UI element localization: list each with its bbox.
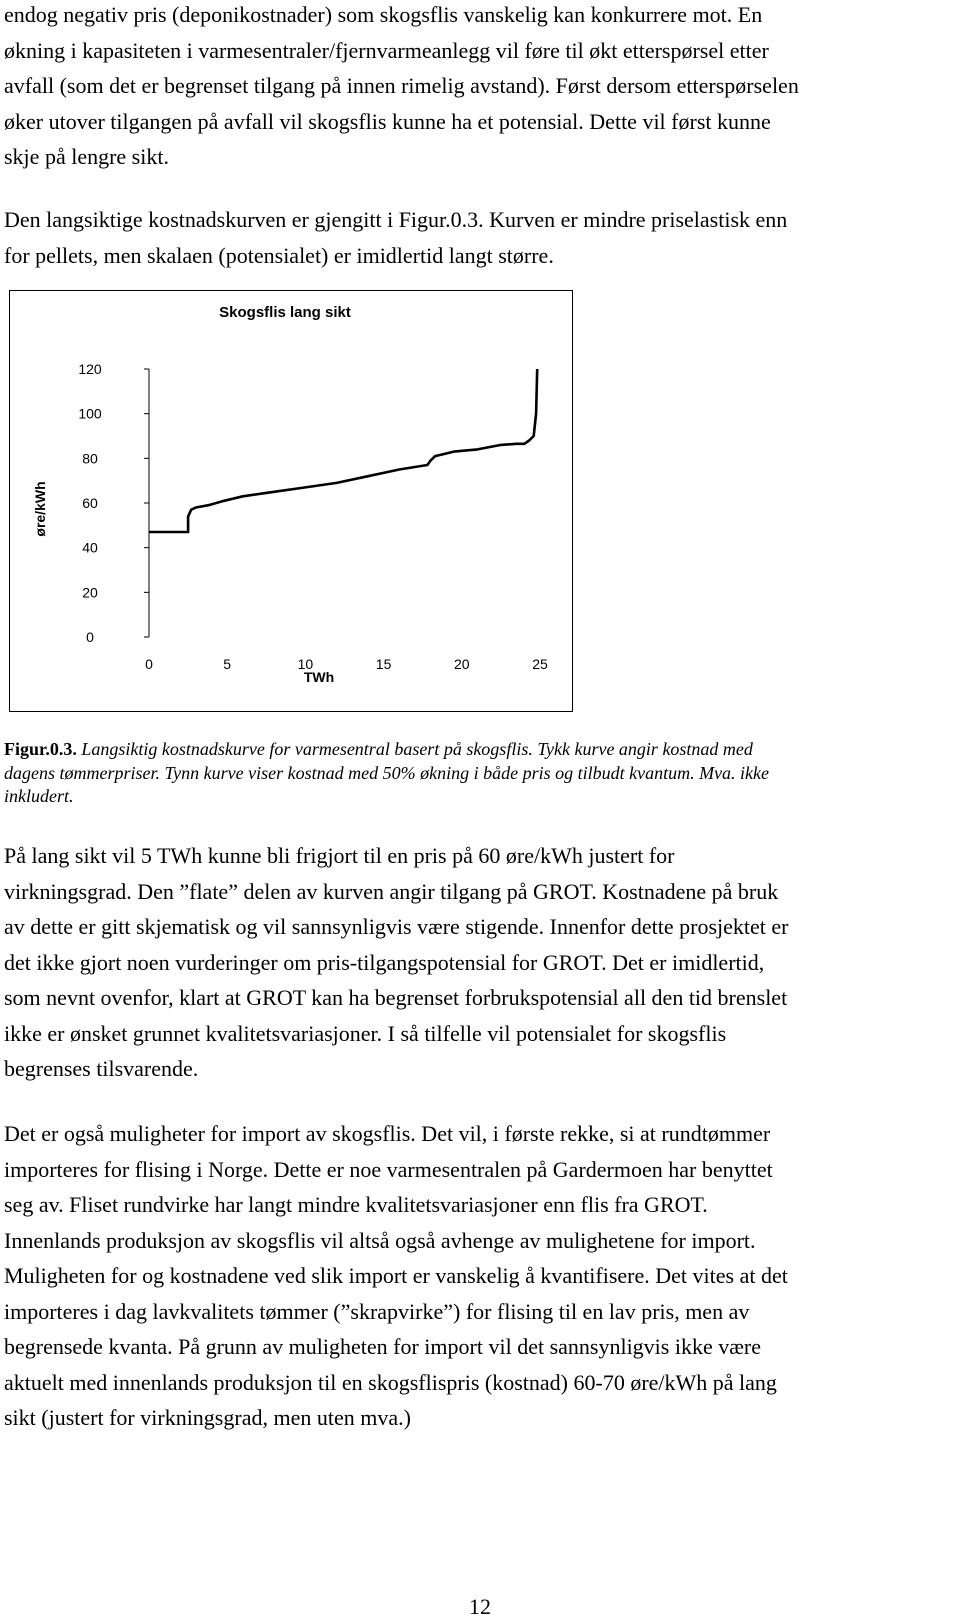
caption-label: Figur.0.3. bbox=[4, 739, 77, 759]
text-line: endog negativ pris (deponikostnader) som skogsflis vanskelig kan konkurrere mot. En bbox=[4, 2, 763, 27]
caption-text: inkludert. bbox=[4, 786, 74, 806]
text-line: seg av. Fliset rundvirke har langt mindre kvalitetsvariasjoner enn flis fra GROT. bbox=[4, 1192, 708, 1217]
x-tick-label: 15 bbox=[375, 656, 392, 672]
text-line: importeres for flising i Norge. Dette er noe varmesentralen på Gardermoen har benyttet bbox=[4, 1156, 773, 1182]
text-line: avfall (som det er begrenset tilgang på innen rimelig avstand). Først dersom etterspørselen bbox=[4, 73, 799, 98]
y-tick-label: 100 bbox=[78, 405, 102, 422]
text-line: aktuelt med innenlands produksjon til en skogsflispris (kostnad) 60-70 øre/kWh på lang bbox=[4, 1369, 777, 1395]
text-line: begrensede kvanta. På grunn av muligheten for import vil det sannsynligvis ikke være bbox=[4, 1334, 762, 1359]
text-line: det ikke gjort noen vurderinger om pris-tilgangspotensial for GROT. Det er imidlertid, bbox=[4, 949, 765, 975]
x-tick-label: 0 bbox=[145, 656, 153, 672]
long-term-paragraph bbox=[4, 838, 954, 1087]
y-tick-label: 40 bbox=[82, 539, 98, 556]
import-paragraph bbox=[4, 1116, 954, 1436]
text-line: Muligheten for og kostnadene ved slik import er vanskelig å kvantifisere. Det vites at det bbox=[4, 1263, 788, 1288]
caption-text: dagens tømmerpriser. Tynn kurve viser kostnad med 50% økning i både pris og tilbudt kvantum. Mva. ikke bbox=[4, 762, 770, 783]
text-line: av dette er gitt skjematisk og vil sannsynligvis være stigende. Innenfor dette prosjektet er bbox=[4, 914, 789, 939]
text-line: økning i kapasiteten i varmesentraler/fjernvarmeanlegg vil føre til økt etterspørsel etter bbox=[4, 37, 769, 63]
x-tick-label: 10 bbox=[297, 656, 314, 672]
text-line: virkningsgrad. Den ”flate” delen av kurven angir tilgang på GROT. Kostnadene på bruk bbox=[4, 878, 779, 904]
y-tick-label: 80 bbox=[82, 450, 98, 467]
text-line: begrenses tilsvarende. bbox=[4, 1056, 199, 1081]
text-line: sikt (justert for virkningsgrad, men uten mva.) bbox=[4, 1405, 411, 1430]
x-axis-label: TWh bbox=[303, 669, 335, 685]
text-line: Den langsiktige kostnadskurven er gjengitt i Figur.0.3. Kurven er mindre priselastisk enn bbox=[4, 207, 788, 232]
text-line: importeres i dag lavkvalitets tømmer (”skrapvirke”) for flising til en lav pris, men av bbox=[4, 1298, 750, 1324]
figure-caption bbox=[4, 738, 954, 809]
text-line: ikke er ønsket grunnet kvalitetsvariasjoner. I så tilfelle vil potensialet for skogsflis bbox=[4, 1020, 727, 1046]
text-line: øker utover tilgangen på avfall vil skogsflis kunne ha et potensial. Dette vil først kunne bbox=[4, 108, 771, 134]
text-line: skje på lengre sikt. bbox=[4, 144, 169, 169]
x-tick-label: 25 bbox=[532, 656, 548, 672]
chart-frame bbox=[9, 290, 573, 712]
text-line: Det er også muligheter for import av skogsflis. Det vil, i første rekke, si at rundtømmer bbox=[4, 1121, 771, 1146]
y-tick-label: 120 bbox=[78, 361, 102, 377]
intro-paragraph bbox=[4, 0, 954, 175]
text-line: På lang sikt vil 5 TWh kunne bli frigjort til en pris på 60 øre/kWh justert for bbox=[4, 843, 675, 868]
cost-curve-line bbox=[149, 369, 537, 532]
page-number: 12 bbox=[469, 1594, 491, 1619]
text-line: for pellets, men skalaen (potensialet) er imidlertid langt større. bbox=[4, 242, 554, 268]
y-axis-label: øre/kWh bbox=[32, 481, 48, 537]
x-tick-label: 20 bbox=[454, 656, 470, 672]
y-tick-label: 60 bbox=[82, 495, 98, 511]
chart-title: Skogsflis lang sikt bbox=[219, 304, 351, 321]
text-line: Innenlands produksjon av skogsflis vil altså også avhenge av mulighetene for import. bbox=[4, 1227, 756, 1253]
cost-curve-chart bbox=[10, 291, 572, 711]
y-tick-label: 20 bbox=[82, 584, 98, 601]
figure-reference-paragraph bbox=[4, 202, 954, 273]
y-tick-label: 0 bbox=[86, 629, 94, 645]
text-line: som nevnt ovenfor, klart at GROT kan ha begrenset forbrukspotensial all den tid brenslet bbox=[4, 985, 788, 1010]
x-tick-label: 5 bbox=[223, 656, 232, 672]
caption-text: Langsiktig kostnadskurve for varmesentral basert på skogsflis. Tykk kurve angir kostnad med bbox=[81, 739, 753, 759]
